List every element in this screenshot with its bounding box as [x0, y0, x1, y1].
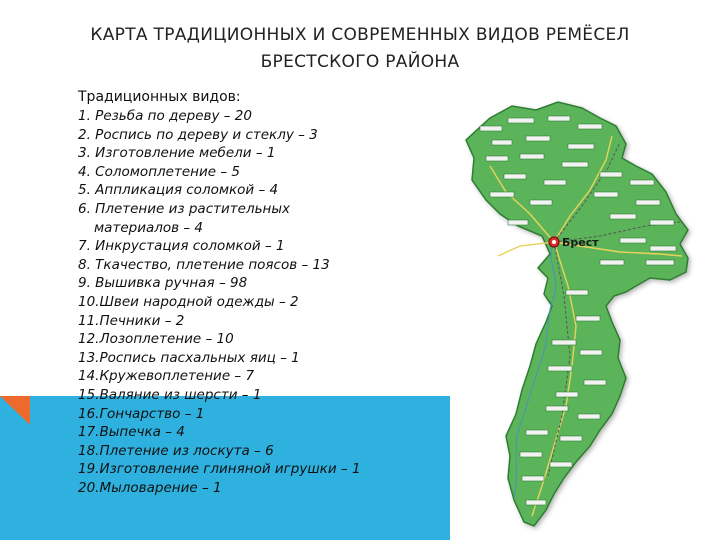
- list-item: 4. Соломоплетение – 5: [78, 163, 240, 180]
- list-item: 14.Кружевоплетение – 7: [78, 368, 255, 385]
- list-heading: Традиционных видов:: [78, 89, 241, 105]
- list-item: 2. Роспись по дереву и стеклу – 3: [78, 126, 318, 143]
- list-item: 5. Аппликация соломкой – 4: [78, 182, 279, 199]
- list-item: 10.Швеи народной одежды – 2: [78, 293, 299, 310]
- list-item: 16.Гончарство – 1: [78, 405, 205, 422]
- list-item: 3. Изготовление мебели – 1: [78, 145, 276, 162]
- brest-district-map: [450, 96, 710, 536]
- list-item: 9. Вышивка ручная – 98: [78, 275, 248, 292]
- list-item: 7. Инкрустация соломкой – 1: [78, 238, 285, 255]
- city-label: Брест: [562, 236, 599, 249]
- list-item: 11.Печники – 2: [78, 312, 185, 329]
- slide-title: КАРТА ТРАДИЦИОННЫХ И СОВРЕМЕННЫХ ВИДОВ РЕМЁСЕЛ БРЕСТСКОГО РАЙОНА: [90, 25, 630, 72]
- list-item: 19.Изготовление глиняной игрушки – 1: [78, 461, 361, 478]
- list-item: 12.Лозоплетение – 10: [78, 331, 234, 348]
- list-item: 6. Плетение из растительных: [78, 200, 290, 217]
- list-item: 17.Выпечка – 4: [78, 424, 185, 441]
- brest-city-marker: [549, 237, 559, 247]
- list-item: 13.Роспись пасхальных яиц – 1: [78, 349, 300, 366]
- crafts-list: [78, 88, 458, 497]
- list-item: 20.Мыловарение – 1: [78, 479, 222, 496]
- list-item: 1. Резьба по дереву – 20: [78, 108, 252, 124]
- list-item: 8. Ткачество, плетение поясов – 13: [78, 256, 330, 273]
- list-item: 18.Плетение из лоскута – 6: [78, 442, 274, 459]
- list-item: 15.Валяние из шерсти – 1: [78, 386, 262, 403]
- list-item-continuation: материалов – 4: [94, 219, 204, 236]
